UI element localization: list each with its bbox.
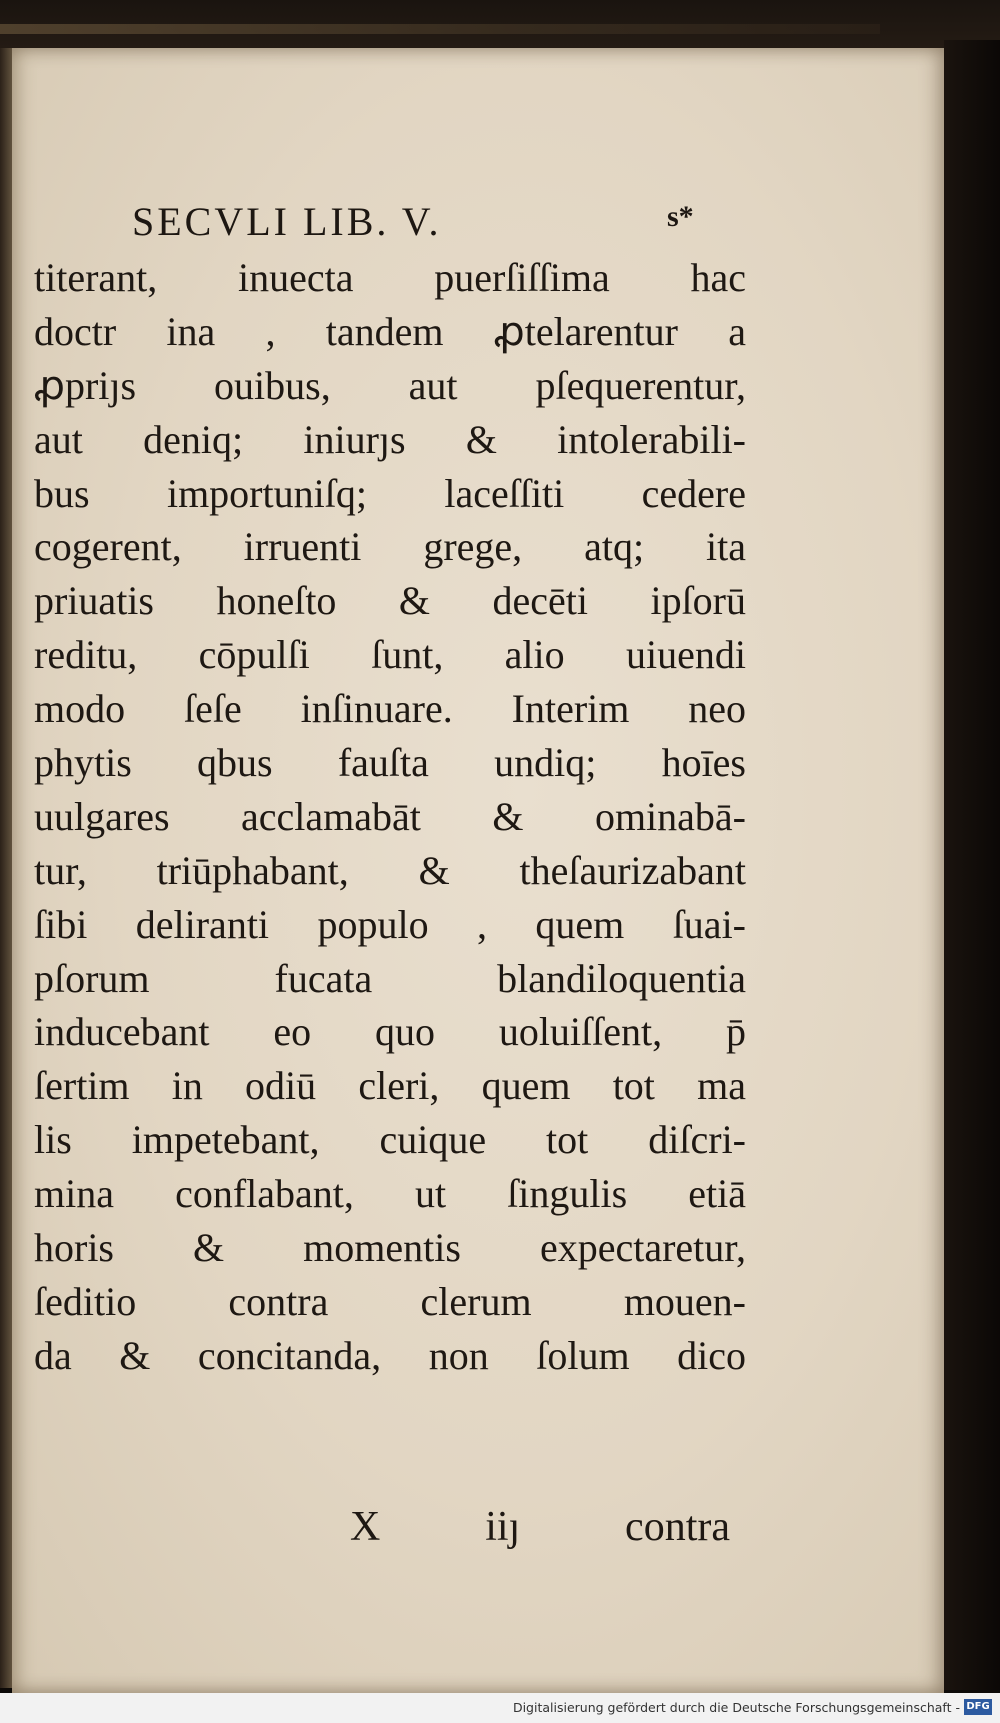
catch-line — [350, 1503, 730, 1551]
text-line: inducebant eo quo uoluiſſent, p̄ — [34, 1009, 746, 1055]
text-line: uulgares acclamabāt & ominabā- — [34, 793, 746, 839]
text-line: reditu, cōpulſi ſunt, alio uiuendi — [34, 632, 746, 678]
text-line: ſertim in odiū cleri, quem tot ma — [34, 1063, 746, 1109]
scan-right-edge — [944, 40, 1000, 1690]
text-line: pſorum fucata blandiloquentia — [34, 955, 746, 1001]
text-line: phytis qbus fauſta undiq; hoīes — [34, 740, 746, 786]
dfg-logo: DFG — [964, 1699, 992, 1715]
text-line: ſeditio contra clerum mouen- — [34, 1278, 746, 1324]
text-line: lis impetebant, cuique tot diſcri- — [34, 1117, 746, 1163]
folio-number: ѕ* — [667, 200, 694, 233]
footer-bar — [0, 1693, 1000, 1723]
running-head: SECVLI LIB. V. — [132, 199, 442, 244]
funding-note: Digitalisierung gefördert durch die Deutsche Forschungsgemeinschaft - — [512, 1700, 960, 1715]
text-line: aut deniq; iniurȷs & intolerabili- — [34, 416, 746, 462]
text-line: da & concitanda, non ſolum dico — [34, 1332, 746, 1378]
text-line: mina conflabant, ut ſingulis etiā — [34, 1171, 746, 1217]
text-line: horis & momentis expectaretur, — [34, 1225, 746, 1271]
text-line: tur, triūphabant, & theſaurizabant — [34, 847, 746, 893]
scan-top-strip — [0, 0, 1000, 48]
text-line: doctr ina , tandem ꝓtelarentur a — [34, 308, 746, 354]
page-header — [12, 156, 944, 244]
text-line: cogerent, irruenti grege, atq; ita — [34, 524, 746, 570]
signature-mark: X — [350, 1504, 381, 1550]
previous-page-edge — [0, 24, 880, 34]
text-line: priuatis honeſto & decēti ipſorū — [34, 578, 746, 624]
quire-number: iiȷ — [485, 1504, 521, 1550]
text-line: modo ſeſe inſinuare. Interim neo — [34, 686, 746, 732]
text-line: ꝓpriȷs ouibus, aut pſequerentur, — [34, 362, 746, 408]
text-line: ſibi deliranti populo , quem ſuai- — [34, 901, 746, 947]
body-text — [34, 251, 746, 1383]
text-line: titerant, inuecta puerſiſſima hac — [34, 255, 746, 300]
book-page — [12, 48, 944, 1693]
text-line: bus importuniſq; laceſſiti cedere — [34, 470, 746, 516]
catchword: contra — [625, 1504, 730, 1550]
